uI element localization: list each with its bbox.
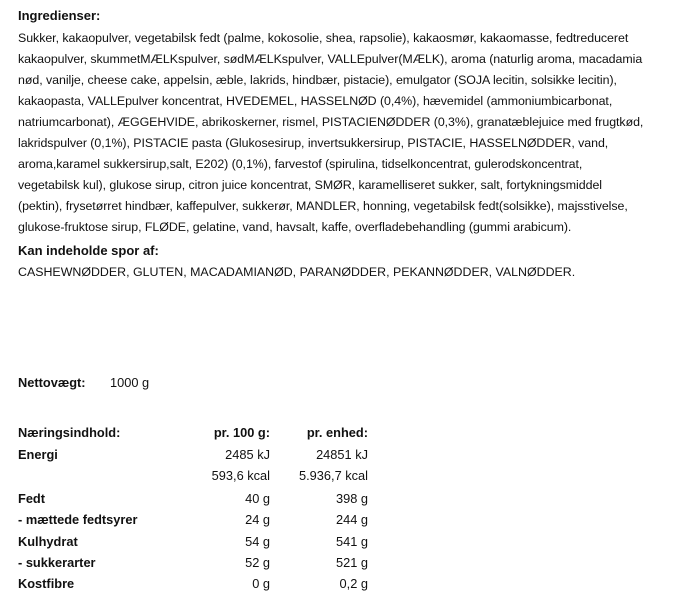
ingredients-line: kakaopulver, skummetMÆLKspulver, sødMÆLKspulver, VALLEpulver(MÆLK), aroma (naturlig aroma, macadamia xyxy=(18,52,643,66)
ingredients-line: kakaopasta, VALLEpulver koncentrat, HVEDEMEL, HASSELNØD (0,4%), hævemidel (ammoniumbicarbonat, xyxy=(18,94,613,108)
nutrition-heading: Næringsindhold: xyxy=(18,425,121,440)
nutrition-value-per-unit: 521 g xyxy=(335,555,368,570)
nutrition-value-per-unit: 244 g xyxy=(335,512,368,527)
nutrition-row-fat xyxy=(0,491,685,509)
ingredients-line: vegetabilsk kul), glukose sirup, citron juice koncentrat, SMØR, karamelliseret sukker, salt, fortykningsmiddel xyxy=(18,178,602,192)
nutrition-value-per-unit: 398 g xyxy=(335,491,368,506)
nutrition-value-per-100g: 2485 kJ xyxy=(225,447,270,462)
ingredients-line: Sukker, kakaopulver, vegetabilsk fedt (palme, kokosolie, shea, rapsolie), kakaosmør, kakaomasse, fedtreduceret xyxy=(18,31,629,45)
net-weight-value: 1000 g xyxy=(110,375,150,390)
ingredients-line: glukose-fruktose sirup, FLØDE, gelatine, vand, havsalt, kaffe, overfladebehandling (gummi arabicum). xyxy=(18,220,572,234)
nutrition-label: Fedt xyxy=(18,491,46,506)
nutrition-label: Kulhydrat xyxy=(18,534,78,549)
traces-list: CASHEWNØDDER, GLUTEN, MACADAMIANØD, PARANØDDER, PEKANNØDDER, VALNØDDER. xyxy=(18,265,576,279)
nutrition-value-per-100g: 24 g xyxy=(245,512,270,527)
nutrition-value-per-100g: 0 g xyxy=(252,576,270,591)
ingredients-line: lakridspulver (0,1%), PISTACIE pasta (Glukosesirup, invertsukkersirup, PISTACIE, HASSELNØDDER, vand, xyxy=(18,136,609,150)
nutrition-row-energy-kcal xyxy=(0,468,685,486)
ingredients-heading: Ingredienser: xyxy=(18,8,101,23)
nutrition-label: - sukkerarter xyxy=(18,555,96,570)
ingredients-line: (pektin), frysetørret hindbær, kaffepulver, sukkerør, MANDLER, honning, vegetabilsk fedt(solsikke), majsstivelse, xyxy=(18,199,628,213)
nutrition-value-per-100g: 52 g xyxy=(245,555,270,570)
nutrition-label: Kostfibre xyxy=(18,576,75,591)
nutrition-value-per-100g: 40 g xyxy=(245,491,270,506)
nutrition-label: Energi xyxy=(18,447,58,462)
nutrition-value-per-unit: 5.936,7 kcal xyxy=(298,468,368,483)
nutrition-col-per-unit: pr. enhed: xyxy=(306,425,368,440)
nutrition-label: - mættede fedtsyrer xyxy=(18,512,138,527)
nutrition-value-per-unit: 0,2 g xyxy=(339,576,368,591)
nutrition-row-energy-kj xyxy=(0,447,685,465)
nutrition-row-sugars xyxy=(0,555,685,573)
nutrition-value-per-100g: 54 g xyxy=(245,534,270,549)
nutrition-row-fibre xyxy=(0,576,685,594)
nutrition-value-per-100g: 593,6 kcal xyxy=(211,468,270,483)
ingredients-line: aroma,karamel sukkersirup,salt, E202) (0,1%), farvestof (spirulina, tidselkoncentrat, gulerodskoncentrat, xyxy=(18,157,583,171)
nutrition-value-per-unit: 541 g xyxy=(335,534,368,549)
ingredients-line: nød, vanilje, cheese cake, appelsin, æble, lakrids, hindbær, pistacie), emulgator (SOJA lecitin, solsikke lecitin), xyxy=(18,73,617,87)
net-weight-label: Nettovægt: xyxy=(18,375,86,390)
nutrition-col-per-100g: pr. 100 g: xyxy=(213,425,270,440)
ingredients-line: natriumcarbonat), ÆGGEHVIDE, abrikoskerner, rismel, PISTACIENØDDER (0,3%), granatæblejuice med frugtkød, xyxy=(18,115,644,129)
nutrition-row-saturated-fat xyxy=(0,512,685,530)
nutrition-row-carbohydrate xyxy=(0,534,685,552)
traces-heading: Kan indeholde spor af: xyxy=(18,243,159,258)
nutrition-value-per-unit: 24851 kJ xyxy=(316,447,368,462)
